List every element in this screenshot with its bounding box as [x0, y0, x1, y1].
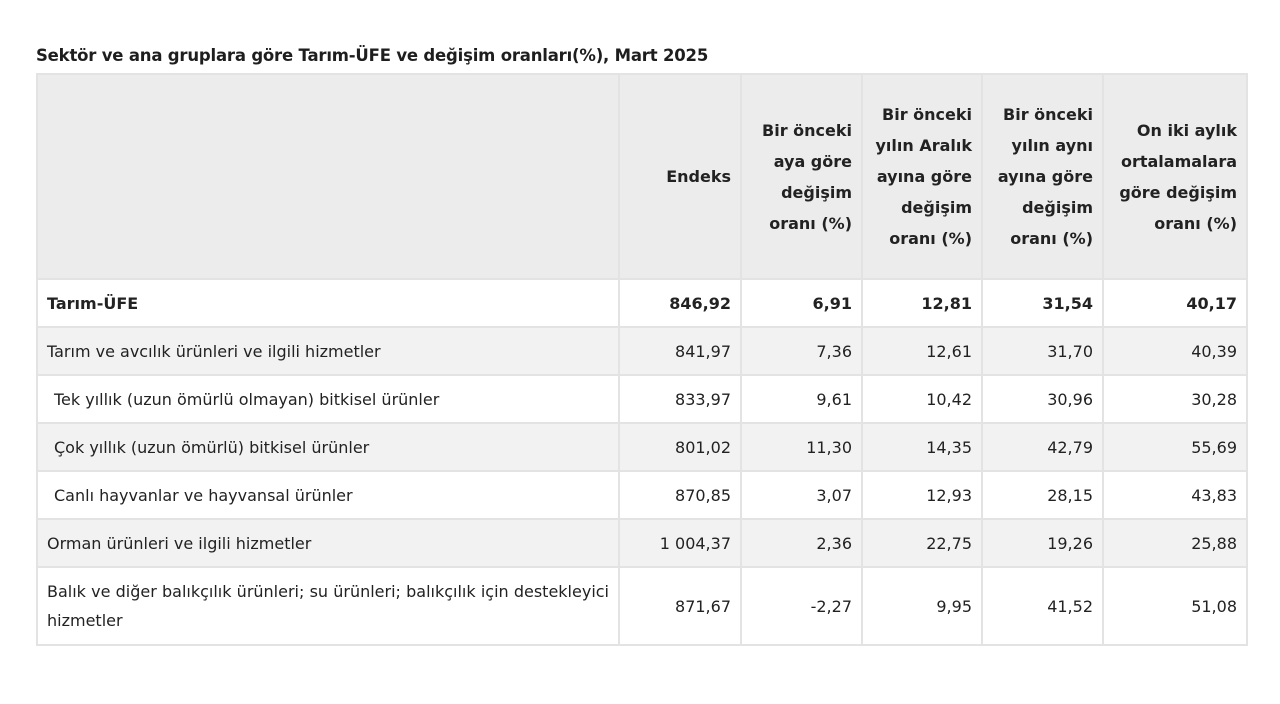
- cell-average: 43,83: [1103, 471, 1247, 519]
- cell-endeks: 846,92: [619, 279, 741, 327]
- table-row: [37, 519, 1247, 567]
- cell-endeks: 841,97: [619, 327, 741, 375]
- cell-endeks: 870,85: [619, 471, 741, 519]
- cell-monthly: 3,07: [741, 471, 862, 519]
- cell-yearly: 42,79: [982, 423, 1103, 471]
- cell-december: 14,35: [862, 423, 982, 471]
- header-december-change: Bir önceki yılın Aralık ayına göre değişim oranı (%): [862, 74, 982, 279]
- cell-monthly: -2,27: [741, 567, 862, 645]
- cell-monthly: 2,36: [741, 519, 862, 567]
- table-row: [37, 375, 1247, 423]
- table-title: Sektör ve ana gruplara göre Tarım-ÜFE ve değişim oranları(%), Mart 2025: [36, 46, 709, 65]
- cell-monthly: 6,91: [741, 279, 862, 327]
- row-label: Canlı hayvanlar ve hayvansal ürünler: [37, 471, 619, 519]
- cell-endeks: 833,97: [619, 375, 741, 423]
- table-row: [37, 567, 1247, 645]
- row-label: Tek yıllık (uzun ömürlü olmayan) bitkisel ürünler: [37, 375, 619, 423]
- cell-average: 25,88: [1103, 519, 1247, 567]
- cell-average: 30,28: [1103, 375, 1247, 423]
- cell-december: 12,93: [862, 471, 982, 519]
- table-row: [37, 471, 1247, 519]
- cell-december: 10,42: [862, 375, 982, 423]
- cell-yearly: 31,70: [982, 327, 1103, 375]
- cell-december: 12,61: [862, 327, 982, 375]
- cell-endeks: 871,67: [619, 567, 741, 645]
- header-monthly-change: Bir önceki aya göre değişim oranı (%): [741, 74, 862, 279]
- row-label: Tarım ve avcılık ürünleri ve ilgili hizmetler: [37, 327, 619, 375]
- cell-endeks: 1 004,37: [619, 519, 741, 567]
- cell-monthly: 11,30: [741, 423, 862, 471]
- table-row: [37, 279, 1247, 327]
- cell-december: 9,95: [862, 567, 982, 645]
- table-row: [37, 423, 1247, 471]
- cell-endeks: 801,02: [619, 423, 741, 471]
- header-endeks: Endeks: [619, 74, 741, 279]
- cell-december: 12,81: [862, 279, 982, 327]
- cell-average: 51,08: [1103, 567, 1247, 645]
- header-row: [37, 74, 1247, 279]
- cell-yearly: 31,54: [982, 279, 1103, 327]
- cell-yearly: 28,15: [982, 471, 1103, 519]
- cell-average: 55,69: [1103, 423, 1247, 471]
- cell-average: 40,39: [1103, 327, 1247, 375]
- row-label: Tarım-ÜFE: [37, 279, 619, 327]
- cell-yearly: 19,26: [982, 519, 1103, 567]
- cell-yearly: 41,52: [982, 567, 1103, 645]
- row-label: Balık ve diğer balıkçılık ürünleri; su ürünleri; balıkçılık için destekleyici hizmetler: [37, 567, 619, 645]
- tarim-ufe-table: [36, 73, 1248, 646]
- cell-monthly: 7,36: [741, 327, 862, 375]
- header-12m-average-change: On iki aylık ortalamalara göre değişim oranı (%): [1103, 74, 1247, 279]
- table-row: [37, 327, 1247, 375]
- header-yearly-change: Bir önceki yılın aynı ayına göre değişim oranı (%): [982, 74, 1103, 279]
- cell-december: 22,75: [862, 519, 982, 567]
- header-label: [37, 74, 619, 279]
- cell-yearly: 30,96: [982, 375, 1103, 423]
- row-label: Çok yıllık (uzun ömürlü) bitkisel ürünler: [37, 423, 619, 471]
- cell-monthly: 9,61: [741, 375, 862, 423]
- row-label: Orman ürünleri ve ilgili hizmetler: [37, 519, 619, 567]
- cell-average: 40,17: [1103, 279, 1247, 327]
